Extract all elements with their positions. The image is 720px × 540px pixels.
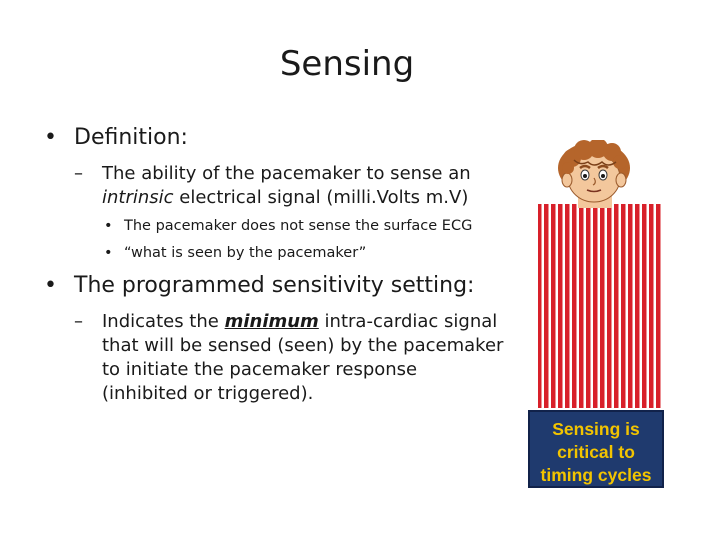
sub-bullet-definition (72, 162, 524, 210)
callout-box (528, 410, 664, 488)
striped-shirt (538, 204, 662, 408)
callout-line-3: timing cycles (540, 465, 652, 485)
bullet-definition-heading: Definition: (74, 125, 188, 150)
definition-line-1: The ability of the pacemaker to sense an (102, 163, 471, 184)
sensitivity-line-1-post: intra-cardiac signal (318, 311, 498, 332)
slide-title: Sensing (279, 44, 415, 84)
sensitivity-line-1-pre: Indicates the (102, 311, 225, 332)
sub-sub-bullet-1 (104, 216, 524, 237)
bullet-dot-icon: • (44, 273, 57, 298)
dash-icon: – (74, 311, 83, 332)
bullet-sensitivity (44, 272, 524, 300)
bullet-dot-icon: • (104, 218, 113, 234)
bullet-sensitivity-heading: The programmed sensitivity setting: (74, 273, 475, 298)
definition-italic-word: intrinsic (102, 187, 174, 208)
sensitivity-emphasis: minimum (224, 311, 319, 332)
sub-sub-bullet-2-text: “what is seen by the pacemaker” (124, 245, 367, 261)
dash-icon: – (74, 163, 83, 184)
callout-line-2: critical to (557, 442, 635, 462)
callout-line-1: Sensing is (552, 419, 640, 439)
sensitivity-line-4: (inhibited or triggered). (102, 383, 314, 404)
definition-line-2 (102, 186, 524, 210)
definition-line-2-rest: electrical signal (milli.Volts m.V) (173, 187, 469, 208)
sub-bullet-sensitivity (72, 310, 524, 406)
bullet-list (44, 124, 524, 406)
sensitivity-line-2: that will be sensed (seen) by the pacemaker (102, 335, 504, 356)
sensitivity-line-3: to initiate the pacemaker response (102, 359, 418, 380)
sensitivity-line-1 (102, 310, 524, 334)
bullet-dot-icon: • (44, 125, 57, 150)
bullet-dot-icon: • (104, 245, 113, 261)
sub-sub-bullet-1-text: The pacemaker does not sense the surface ECG (124, 218, 473, 234)
bullet-definition (44, 124, 524, 152)
sub-sub-bullet-2 (104, 243, 524, 264)
